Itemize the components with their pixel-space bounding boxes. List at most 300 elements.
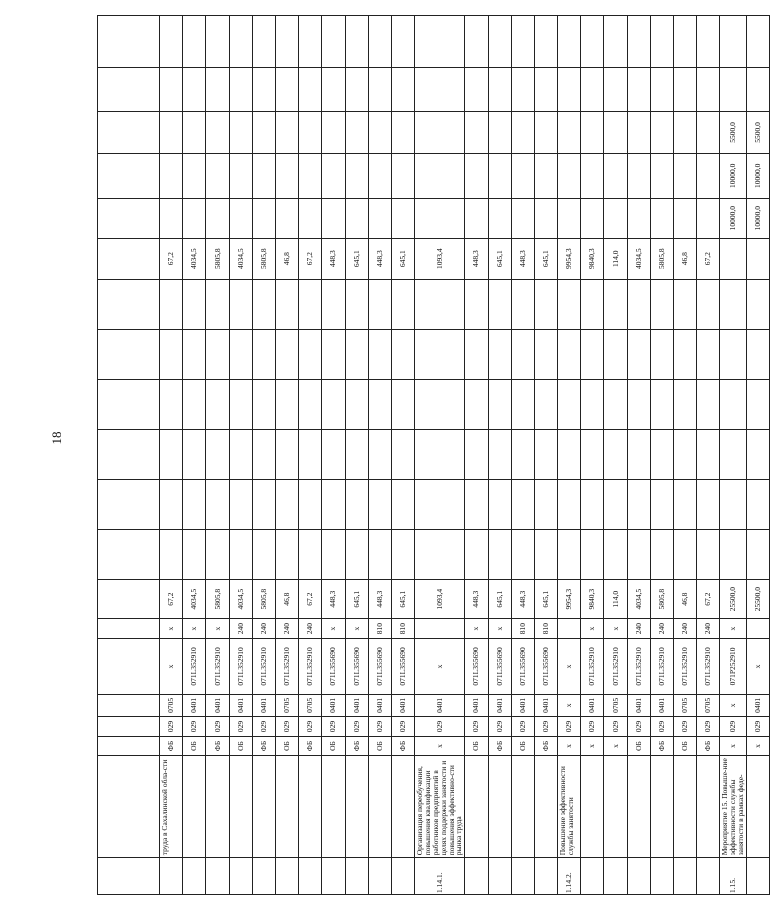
table-cell <box>368 329 391 379</box>
table-cell: 448,3 <box>511 238 534 279</box>
table-cell: 4034,5 <box>627 580 650 619</box>
table-cell <box>275 530 298 580</box>
table-cell <box>558 619 581 639</box>
table-cell <box>229 329 252 379</box>
table-cell <box>488 329 511 379</box>
table-cell <box>206 430 229 480</box>
table-cell: 9840,3 <box>581 580 604 619</box>
table-cell: 645,1 <box>534 580 557 619</box>
table-cell <box>206 858 229 895</box>
table-cell <box>674 530 697 580</box>
table-cell <box>322 430 345 480</box>
table-row <box>160 16 183 895</box>
table-cell <box>275 755 298 857</box>
table-cell <box>650 279 673 329</box>
table-cell: 029 <box>368 717 391 737</box>
table-cell: 240 <box>252 619 275 639</box>
table-cell <box>415 480 465 530</box>
table-cell <box>206 329 229 379</box>
table-cell: 0705 <box>674 694 697 716</box>
table-cell <box>206 480 229 530</box>
table-cell <box>747 68 770 111</box>
table-cell <box>465 379 488 429</box>
table-row <box>465 16 488 895</box>
table-cell <box>391 198 414 238</box>
table-cell <box>720 68 747 111</box>
table-cell <box>674 858 697 895</box>
table-cell <box>465 858 488 895</box>
table-cell <box>206 279 229 329</box>
table-cell <box>747 238 770 279</box>
table-cell <box>627 530 650 580</box>
table-cell: 071L352910 <box>627 639 650 695</box>
table-cell <box>534 279 557 329</box>
table-cell: 5805,8 <box>650 580 673 619</box>
table-cell: 810 <box>511 619 534 639</box>
table-cell <box>581 430 604 480</box>
table-cell <box>511 858 534 895</box>
table-cell: ОБ <box>183 737 206 756</box>
table-cell <box>465 329 488 379</box>
table-cell: 029 <box>720 717 747 737</box>
table-cell <box>252 480 275 530</box>
table-cell <box>650 16 673 68</box>
table-cell <box>98 858 160 895</box>
table-cell <box>160 430 183 480</box>
table-cell <box>747 530 770 580</box>
table-cell <box>558 16 581 68</box>
table-cell: 029 <box>229 717 252 737</box>
table-cell <box>183 154 206 199</box>
table-cell <box>627 16 650 68</box>
table-cell: ФБ <box>345 737 368 756</box>
table-cell <box>534 755 557 857</box>
table-cell <box>720 279 747 329</box>
table-cell: 645,1 <box>345 580 368 619</box>
table-cell <box>511 480 534 530</box>
table-cell <box>98 430 160 480</box>
table-cell <box>581 530 604 580</box>
table-row <box>98 16 160 895</box>
table-cell <box>98 279 160 329</box>
table-cell <box>183 379 206 429</box>
table-cell <box>465 430 488 480</box>
table-cell: ОБ <box>322 737 345 756</box>
table-cell: х <box>720 694 747 716</box>
table-cell <box>720 530 747 580</box>
table-cell: 0401 <box>391 694 414 716</box>
table-cell: х <box>558 639 581 695</box>
table-cell: 46,8 <box>674 238 697 279</box>
table-cell: х <box>160 639 183 695</box>
table-cell: Организация переобучения, повышения квалификации работников предприятий в целях поддержки занятости и повышения эффективно-сти рынка труда <box>415 755 465 857</box>
table-cell <box>747 755 770 857</box>
table-cell <box>534 68 557 111</box>
table-cell <box>345 154 368 199</box>
table-cell: Повышение эффективности службы занятости <box>558 755 581 857</box>
table-cell: 645,1 <box>345 238 368 279</box>
table-cell <box>720 238 747 279</box>
table-cell: х <box>345 619 368 639</box>
table-cell <box>511 329 534 379</box>
table-cell: х <box>415 639 465 695</box>
table-cell: 810 <box>391 619 414 639</box>
table-cell <box>415 619 465 639</box>
table-cell <box>650 379 673 429</box>
table-cell <box>534 111 557 153</box>
table-cell <box>98 238 160 279</box>
table-cell: 029 <box>391 717 414 737</box>
table-cell <box>98 694 160 716</box>
table-cell: 029 <box>511 717 534 737</box>
table-cell <box>299 111 322 153</box>
table-cell <box>720 430 747 480</box>
table-cell: х <box>558 737 581 756</box>
table-cell: 114,0 <box>604 238 627 279</box>
table-cell: 240 <box>674 619 697 639</box>
table-cell <box>604 379 627 429</box>
table-cell <box>98 717 160 737</box>
table-cell: 240 <box>299 619 322 639</box>
table-cell <box>206 530 229 580</box>
table-cell <box>581 154 604 199</box>
table-cell <box>674 329 697 379</box>
page-number: 18 <box>49 431 64 445</box>
table-cell: 029 <box>650 717 673 737</box>
table-cell: 0401 <box>511 694 534 716</box>
table-row <box>252 16 275 895</box>
table-row <box>206 16 229 895</box>
table-cell <box>98 639 160 695</box>
table-cell <box>229 68 252 111</box>
table-cell <box>627 480 650 530</box>
table-cell <box>252 530 275 580</box>
table-cell: 0401 <box>747 694 770 716</box>
table-cell: 029 <box>183 717 206 737</box>
table-cell: 10000,0 <box>720 154 747 199</box>
table-cell <box>511 755 534 857</box>
table-cell <box>299 430 322 480</box>
table-cell <box>697 329 720 379</box>
table-cell <box>252 379 275 429</box>
table-cell <box>368 198 391 238</box>
table-cell <box>368 379 391 429</box>
table-cell <box>488 68 511 111</box>
table-cell <box>604 430 627 480</box>
table-cell <box>604 755 627 857</box>
table-cell <box>322 154 345 199</box>
table-cell: 0401 <box>368 694 391 716</box>
table-cell <box>299 329 322 379</box>
table-cell: 67,2 <box>299 580 322 619</box>
table-cell: 0401 <box>345 694 368 716</box>
table-row <box>650 16 673 895</box>
table-cell <box>650 755 673 857</box>
table-cell: 029 <box>558 717 581 737</box>
table-cell: х <box>581 619 604 639</box>
table-cell <box>229 111 252 153</box>
table-cell <box>345 198 368 238</box>
table-cell <box>488 379 511 429</box>
table-cell <box>604 16 627 68</box>
table-cell: 0401 <box>650 694 673 716</box>
table-cell <box>299 755 322 857</box>
table-cell <box>368 480 391 530</box>
table-cell: 0401 <box>229 694 252 716</box>
table-cell <box>488 154 511 199</box>
table-cell: 67,2 <box>160 580 183 619</box>
table-cell <box>534 530 557 580</box>
table-cell: 0401 <box>183 694 206 716</box>
table-cell: 071L352910 <box>674 639 697 695</box>
table-cell <box>747 329 770 379</box>
table-cell <box>581 755 604 857</box>
table-cell: х <box>488 619 511 639</box>
table-cell <box>415 430 465 480</box>
table-cell <box>697 755 720 857</box>
table-cell <box>345 755 368 857</box>
table-cell <box>160 858 183 895</box>
table-cell <box>604 530 627 580</box>
table-cell <box>604 154 627 199</box>
table-cell: 071L355690 <box>465 639 488 695</box>
table-cell <box>674 16 697 68</box>
table-cell <box>368 111 391 153</box>
table-cell <box>627 111 650 153</box>
table-cell <box>322 379 345 429</box>
table-cell: х <box>415 737 465 756</box>
table-cell: 071L352910 <box>183 639 206 695</box>
table-cell <box>252 198 275 238</box>
table-cell <box>650 198 673 238</box>
table-cell: 0705 <box>299 694 322 716</box>
table-cell: 029 <box>160 717 183 737</box>
table-cell <box>511 111 534 153</box>
table-cell <box>206 16 229 68</box>
table-cell: 0401 <box>581 694 604 716</box>
table-cell <box>183 530 206 580</box>
table-cell <box>275 16 298 68</box>
table-cell: 029 <box>697 717 720 737</box>
table-cell <box>415 154 465 199</box>
table-cell <box>299 16 322 68</box>
table-cell <box>674 379 697 429</box>
table-cell <box>299 379 322 429</box>
table-cell <box>391 279 414 329</box>
table-cell <box>465 279 488 329</box>
table-cell <box>627 329 650 379</box>
table-cell: 4034,5 <box>183 238 206 279</box>
table-cell <box>322 858 345 895</box>
table-cell <box>465 154 488 199</box>
table-cell <box>229 755 252 857</box>
table-cell <box>581 329 604 379</box>
table-cell <box>206 755 229 857</box>
table-cell: х <box>558 694 581 716</box>
table-cell: 10000,0 <box>747 198 770 238</box>
table-cell: 071L352910 <box>581 639 604 695</box>
table-cell <box>391 154 414 199</box>
table-cell <box>391 858 414 895</box>
table-cell <box>581 198 604 238</box>
table-cell <box>252 279 275 329</box>
table-cell <box>252 329 275 379</box>
table-cell <box>581 111 604 153</box>
table-cell: 240 <box>229 619 252 639</box>
table-cell: 071P252910 <box>720 639 747 695</box>
table-row <box>275 16 298 895</box>
table-cell <box>299 858 322 895</box>
table-cell <box>368 16 391 68</box>
table-cell <box>488 858 511 895</box>
table-cell: 114,0 <box>604 580 627 619</box>
table-cell <box>627 154 650 199</box>
table-cell: 9954,3 <box>558 580 581 619</box>
table-cell <box>534 858 557 895</box>
table-cell <box>581 16 604 68</box>
table-row <box>674 16 697 895</box>
table-cell: 0401 <box>534 694 557 716</box>
table-cell <box>275 858 298 895</box>
table-cell: 4034,5 <box>627 238 650 279</box>
table-cell <box>368 68 391 111</box>
table-cell: Мероприятие 15. Повыше-ние эффективности службы занятости в рамках феде- <box>720 755 747 857</box>
table-cell <box>488 198 511 238</box>
table-cell <box>415 379 465 429</box>
table-cell: 448,3 <box>368 580 391 619</box>
table-cell: 5805,8 <box>206 238 229 279</box>
table-cell: 46,8 <box>275 238 298 279</box>
table-cell <box>391 111 414 153</box>
table-cell <box>674 480 697 530</box>
table-cell: 029 <box>627 717 650 737</box>
table-cell <box>674 279 697 329</box>
table-cell <box>415 68 465 111</box>
table-row <box>697 16 720 895</box>
table-cell: ОБ <box>511 737 534 756</box>
table-cell <box>627 279 650 329</box>
table-cell <box>98 16 160 68</box>
table-cell: 4034,5 <box>229 580 252 619</box>
table-cell: 5805,8 <box>252 238 275 279</box>
table-row <box>534 16 557 895</box>
table-cell <box>322 198 345 238</box>
table-cell: ОБ <box>627 737 650 756</box>
table-cell: 0705 <box>604 694 627 716</box>
table-cell <box>345 279 368 329</box>
table-cell <box>415 111 465 153</box>
table-cell <box>391 379 414 429</box>
table-cell <box>275 198 298 238</box>
table-cell <box>275 329 298 379</box>
table-cell <box>534 430 557 480</box>
table-cell: 67,2 <box>299 238 322 279</box>
table-row <box>183 16 206 895</box>
table-cell: х <box>720 737 747 756</box>
budget-table <box>97 15 770 895</box>
table-cell <box>650 480 673 530</box>
table-cell <box>697 379 720 429</box>
table-cell: 10000,0 <box>747 154 770 199</box>
table-cell: 071L352910 <box>275 639 298 695</box>
table-cell <box>558 68 581 111</box>
table-cell <box>581 279 604 329</box>
table-cell <box>511 154 534 199</box>
table-cell <box>160 68 183 111</box>
table-cell <box>206 68 229 111</box>
table-cell <box>534 16 557 68</box>
table-cell <box>368 279 391 329</box>
table-cell <box>345 68 368 111</box>
table-viewport <box>97 15 763 895</box>
table-cell <box>275 111 298 153</box>
table-row <box>604 16 627 895</box>
table-cell <box>252 111 275 153</box>
table-cell <box>534 480 557 530</box>
table-cell <box>322 755 345 857</box>
table-cell <box>674 198 697 238</box>
table-cell: 071L352910 <box>299 639 322 695</box>
table-cell: 029 <box>581 717 604 737</box>
table-cell <box>697 111 720 153</box>
table-cell <box>391 530 414 580</box>
table-cell <box>345 16 368 68</box>
table-cell <box>627 858 650 895</box>
table-cell <box>720 16 747 68</box>
table-cell <box>345 379 368 429</box>
table-cell <box>183 16 206 68</box>
table-cell: 071L355690 <box>391 639 414 695</box>
table-cell <box>368 154 391 199</box>
table-cell <box>322 279 345 329</box>
table-cell <box>534 329 557 379</box>
table-cell: 029 <box>345 717 368 737</box>
table-cell <box>252 430 275 480</box>
table-cell <box>252 68 275 111</box>
table-cell <box>345 480 368 530</box>
table-cell <box>488 430 511 480</box>
table-cell <box>275 480 298 530</box>
table-cell <box>345 430 368 480</box>
table-cell: ОБ <box>465 737 488 756</box>
table-cell <box>160 16 183 68</box>
table-row <box>511 16 534 895</box>
table-cell: ФБ <box>650 737 673 756</box>
table-cell: 448,3 <box>322 238 345 279</box>
table-cell: 1.14.2. <box>558 858 581 895</box>
table-cell <box>558 480 581 530</box>
table-cell <box>98 755 160 857</box>
table-cell: 645,1 <box>534 238 557 279</box>
table-cell: 810 <box>368 619 391 639</box>
table-cell <box>627 68 650 111</box>
table-cell <box>604 480 627 530</box>
table-cell <box>627 379 650 429</box>
table-cell <box>345 530 368 580</box>
table-cell <box>183 755 206 857</box>
table-row <box>345 16 368 895</box>
table-cell <box>160 198 183 238</box>
table-row <box>322 16 345 895</box>
table-cell <box>650 530 673 580</box>
table-cell <box>747 379 770 429</box>
table-cell: 9840,3 <box>581 238 604 279</box>
table-cell <box>415 530 465 580</box>
table-cell <box>697 858 720 895</box>
table-cell <box>229 16 252 68</box>
table-row <box>299 16 322 895</box>
table-cell: 029 <box>275 717 298 737</box>
